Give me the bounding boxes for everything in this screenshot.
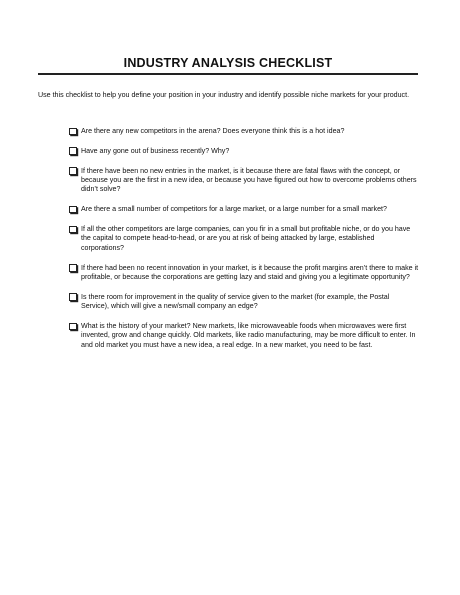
checklist-item-text: If all the other competitors are large companies, can you fir in a small but profitable niche, or do you have the capital to compete head-to-head, or are you at risk of being attacked by large, established corporations? <box>81 225 411 252</box>
checkbox[interactable] <box>69 323 77 331</box>
checklist-item <box>69 147 419 156</box>
checklist-item-text: Is there room for improvement in the quality of service given to the market (for example, the Postal Service), which will give a new/small company an edge? <box>81 292 390 311</box>
intro-paragraph: Use this checklist to help you define your position in your industry and identify possible niche markets for your product. <box>38 91 410 99</box>
checkbox[interactable] <box>69 206 77 214</box>
checklist-item-text: Are there any new competitors in the arena? Does everyone think this is a hot idea? <box>81 127 345 135</box>
checklist-item <box>69 167 419 195</box>
title-divider <box>38 73 418 75</box>
checkbox[interactable] <box>69 264 77 272</box>
checklist <box>69 127 419 361</box>
checklist-item <box>69 322 419 350</box>
page-title: INDUSTRY ANALYSIS CHECKLIST <box>123 56 333 70</box>
checkbox[interactable] <box>69 167 77 175</box>
checkbox[interactable] <box>69 293 77 301</box>
checklist-item-text: Have any gone out of business recently? Why? <box>81 146 230 155</box>
checklist-item <box>69 293 419 312</box>
checklist-item-text: Are there a small number of competitors for a large market, or a large number for a small market? <box>81 205 387 214</box>
checklist-item <box>69 264 419 283</box>
checklist-item <box>69 225 419 253</box>
checkbox[interactable] <box>69 226 77 234</box>
checklist-item <box>69 127 419 136</box>
checkbox[interactable] <box>69 128 77 136</box>
checklist-item-text: If there have been no new entries in the market, is it because there are fatal flaws with the concept, or because you are the first in a new idea, or because you have figured out how to overcome problems others didn’t solve? <box>81 166 417 194</box>
checklist-item <box>69 205 419 214</box>
checklist-item-text: If there had been no recent innovation in your market, is it because the profit margins aren’t there to make it profitable, or because the corporations are getting lazy and staid and giving you a legitimate opportunity? <box>81 263 419 281</box>
checkbox[interactable] <box>69 147 77 155</box>
checklist-item-text: What is the history of your market? New markets, like microwaveable foods when microwaves were first invented, grow and change quickly. Old markets, like radio manufacturing, may be more difficult to enter. In and old market you must have a new idea, a real edge. In a new market, you need to be fast. <box>81 322 416 349</box>
